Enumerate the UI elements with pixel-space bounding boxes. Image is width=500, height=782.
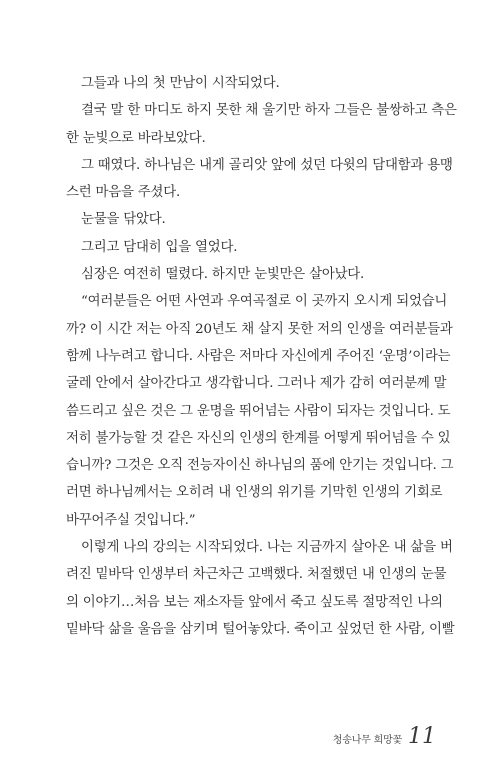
- text-line: 씀드리고 싶은 것은 그 운명을 뛰어넘는 사람이 되자는 것입니다. 도: [66, 403, 451, 419]
- text-line: 그리고 담대히 입을 열었다.: [81, 239, 238, 255]
- text-line: 함께 나누려고 합니다. 사람은 저마다 자신에게 주어진 ‘운명’이라는: [66, 348, 451, 364]
- text-line: 이렇게 나의 강의는 시작되었다. 나는 지금까지 살아온 내 삶을 버: [81, 540, 453, 556]
- text-line: 의 이야기…처음 보는 재소자들 앞에서 죽고 싶도록 절망적인 나의: [66, 594, 443, 610]
- text-line: “여러분들은 어떤 사연과 우여곡절로 이 곳까지 오시게 되었습니: [81, 294, 448, 310]
- page-footer: [333, 726, 436, 748]
- book-title: 청송나무 희망꽃: [332, 735, 402, 746]
- text-line: 굴레 안에서 살아간다고 생각합니다. 그러나 제가 감히 여러분께 말: [66, 376, 447, 392]
- page-number: 11: [408, 724, 436, 749]
- body-text: [66, 70, 457, 643]
- text-line: 심장은 여전히 떨렸다. 하지만 눈빛만은 살아났다.: [81, 267, 365, 283]
- text-line: 바꾸어주실 것입니다.”: [66, 512, 196, 528]
- text-line: 까? 이 시간 저는 아직 20년도 채 살지 못한 저의 인생을 여러분들과: [66, 321, 453, 337]
- text-line: 그들과 나의 첫 만남이 시작되었다.: [81, 76, 280, 91]
- text-line: 결국 말 한 마디도 하지 못한 채 울기만 하자 그들은 불쌍하고 측은: [81, 103, 457, 119]
- text-line: 밑바닥 삶을 울음을 삼키며 털어놓았다. 죽이고 싶었던 한 사람, 이빨: [66, 621, 455, 637]
- text-line: 려진 밑바닥 인생부터 차근차근 고백했다. 처절했던 내 인생의 눈물: [66, 567, 447, 583]
- text-line: 스런 마음을 주셨다.: [66, 185, 181, 201]
- text-line: 그 때였다. 하나님은 내게 골리앗 앞에 섰던 다윗의 담대함과 용맹: [81, 157, 453, 173]
- text-line: 러면 하나님께서는 오히려 내 인생의 위기를 기막힌 인생의 기회로: [66, 485, 443, 501]
- text-line: 눈물을 닦았다.: [81, 212, 166, 228]
- text-line: 습니까? 그것은 오직 전능자이신 하나님의 품에 안기는 것입니다. 그: [66, 458, 454, 474]
- text-line: 한 눈빛으로 바라보았다.: [66, 130, 206, 146]
- text-line: 저히 불가능할 것 같은 자신의 인생의 한계를 어떻게 뛰어넘을 수 있: [66, 430, 451, 446]
